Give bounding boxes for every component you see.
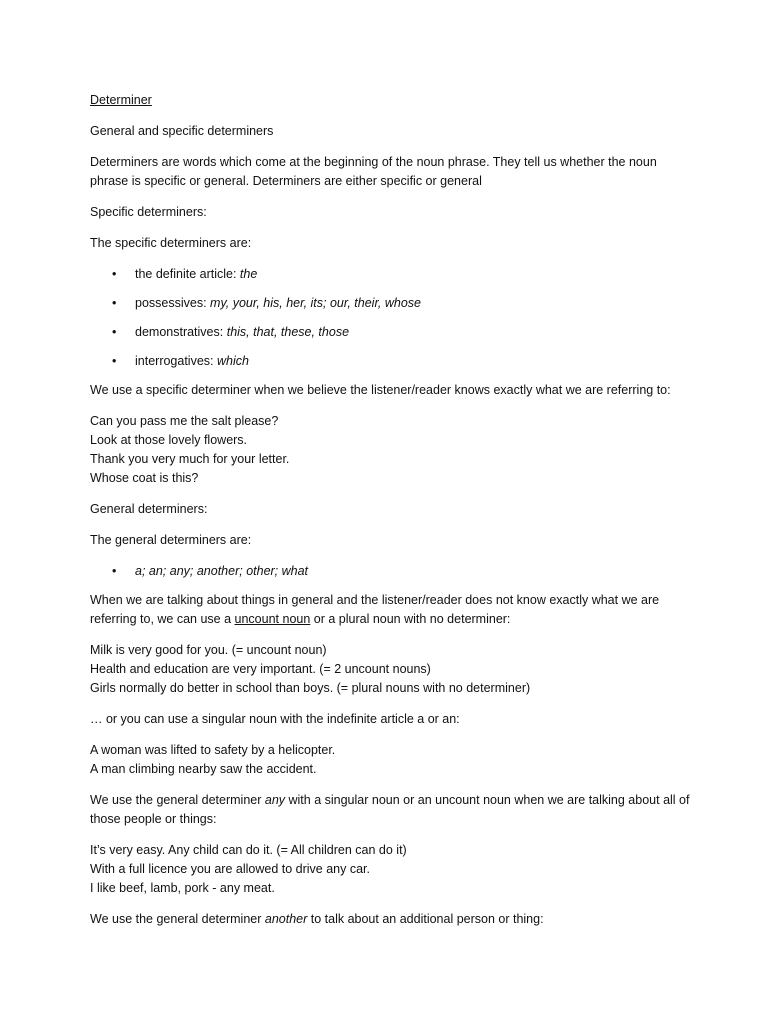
bullet-icon: • [112,296,117,310]
example-line: A woman was lifted to safety by a helicopter. [90,743,336,757]
any-examples [90,841,690,898]
article-examples [90,741,690,779]
specific-list [90,265,690,371]
list-item: • demonstratives: this, that, these, those [90,323,690,342]
doc-title: Determiner [90,93,152,107]
bullet-icon: • [112,267,117,281]
specific-use-paragraph: We use a specific determiner when we believe the listener/reader knows exactly what we are referring to: [90,383,671,397]
general-use-paragraph: When we are talking about things in general and the listener/reader does not know exactly what we are referring to, we can use a uncount noun or a plural noun with no determiner: [90,593,660,626]
list-item: • the definite article: the [90,265,690,284]
example-line: Whose coat is this? [90,471,199,485]
example-line: It’s very easy. Any child can do it. (= All children can do it) [90,843,407,857]
example-line: I like beef, lamb, pork - any meat. [90,881,275,895]
document-body [90,91,690,941]
list-item: • a; an; any; another; other; what [90,562,690,581]
bullet-icon: • [112,325,117,339]
example-line: Health and education are very important. (= 2 uncount nouns) [90,662,431,676]
any-use-paragraph: We use the general determiner any with a singular noun or an uncount noun when we are talking about all of those people or things: [90,793,690,826]
bullet-icon: • [112,354,117,368]
general-heading: General determiners: [90,502,208,516]
general-lead: The general determiners are: [90,533,252,547]
example-line: Can you pass me the salt please? [90,414,279,428]
general-examples [90,641,690,698]
example-line: Milk is very good for you. (= uncount noun) [90,643,327,657]
article-use-paragraph: … or you can use a singular noun with the indefinite article a or an: [90,712,460,726]
list-item: • interrogatives: which [90,352,690,371]
specific-lead: The specific determiners are: [90,236,252,250]
example-line: Girls normally do better in school than boys. (= plural nouns with no determiner) [90,681,531,695]
example-line: A man climbing nearby saw the accident. [90,762,317,776]
general-list [90,562,690,581]
bullet-icon: • [112,564,117,578]
doc-subtitle: General and specific determiners [90,124,274,138]
intro-paragraph: Determiners are words which come at the beginning of the noun phrase. They tell us whether the noun phrase is specific or general. Determiners are either specific or general [90,155,657,188]
example-line: Look at those lovely flowers. [90,433,248,447]
example-line: Thank you very much for your letter. [90,452,290,466]
list-item: • possessives: my, your, his, her, its; our, their, whose [90,294,690,313]
specific-heading: Specific determiners: [90,205,207,219]
another-use-paragraph: We use the general determiner another to talk about an additional person or thing: [90,912,544,926]
specific-examples [90,412,690,488]
example-line: With a full licence you are allowed to drive any car. [90,862,370,876]
